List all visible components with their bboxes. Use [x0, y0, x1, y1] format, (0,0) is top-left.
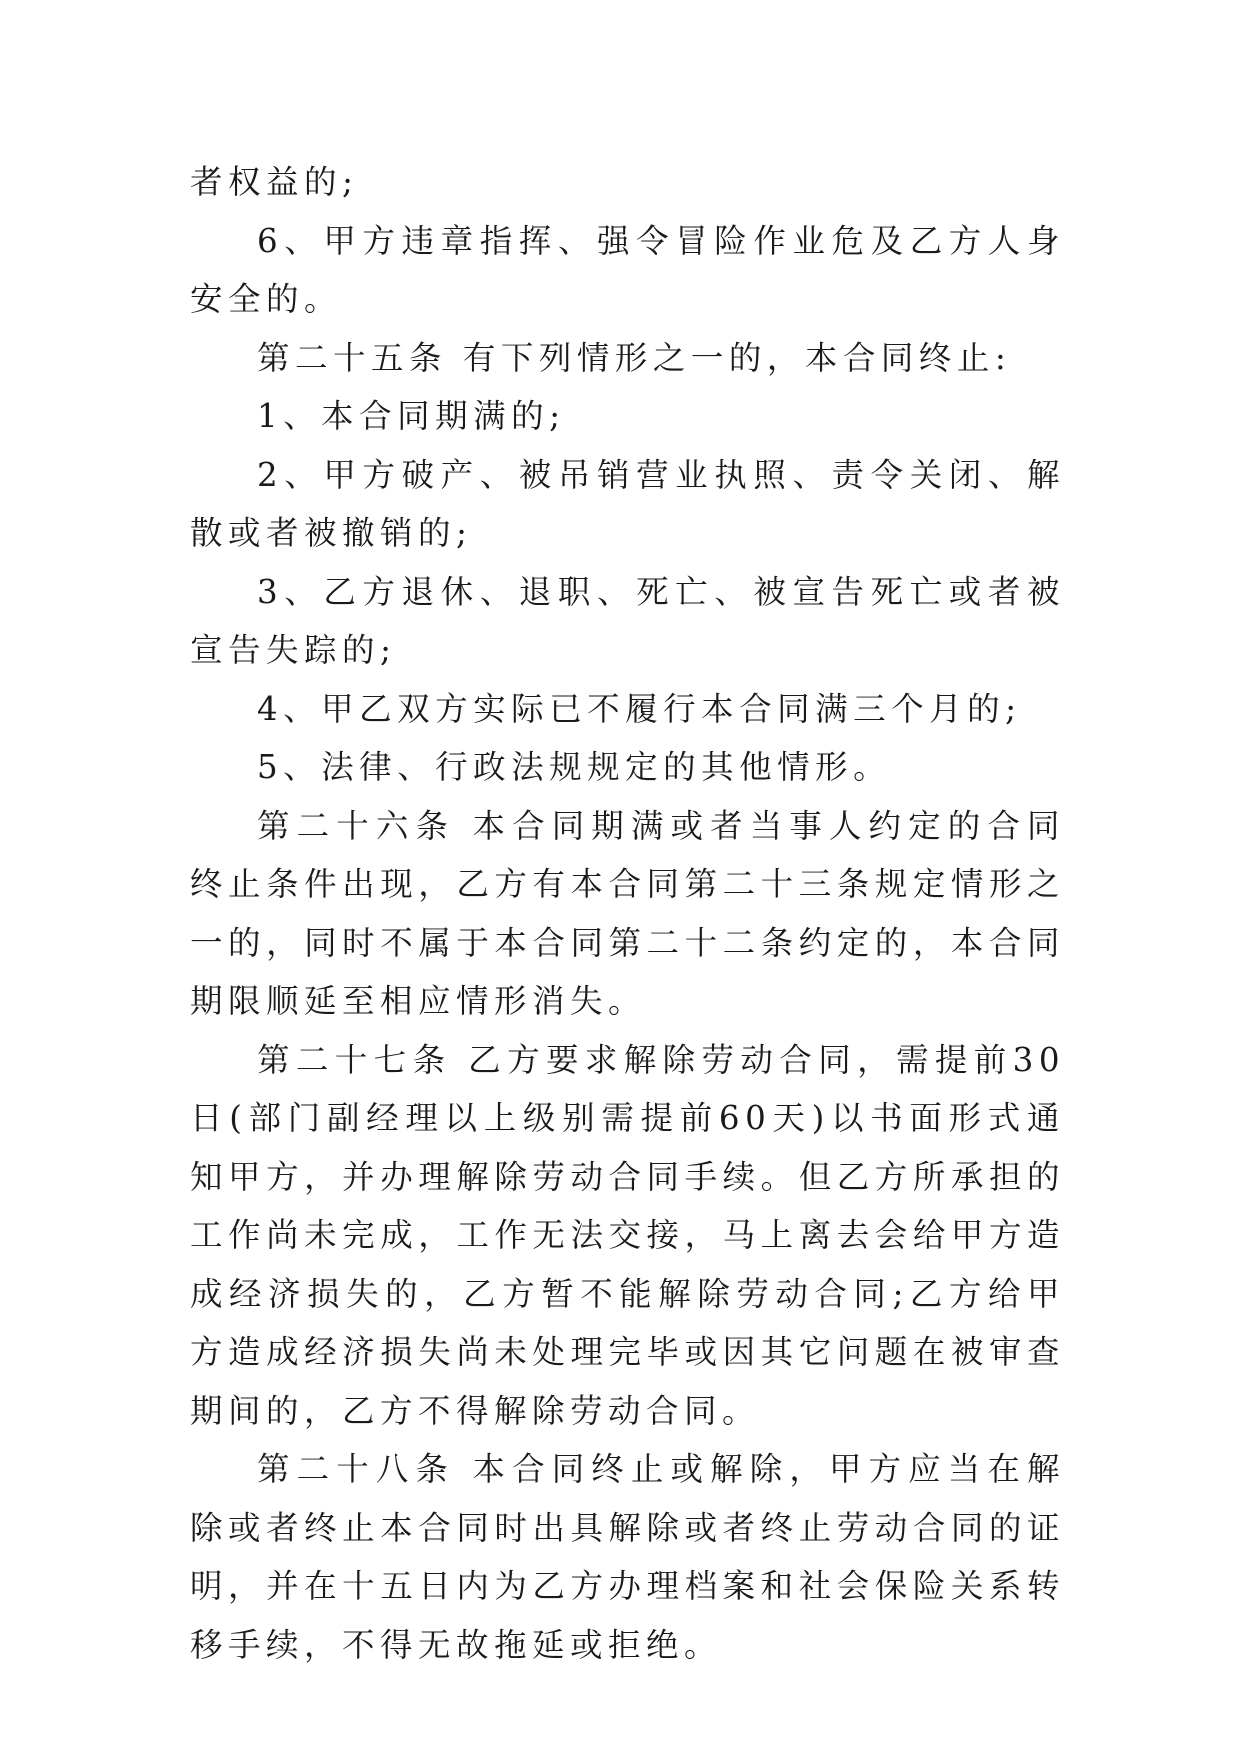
- paragraph-item-5: 5、法律、行政法规规定的其他情形。: [257, 748, 892, 786]
- paragraph-item-6: 6、甲方违章指挥、强令冒险作业危及乙方人身安全的。: [190, 221, 1065, 318]
- paragraph-item-4: 4、甲乙双方实际已不履行本合同满三个月的;: [257, 689, 1022, 728]
- paragraph-item-3: 3、乙方退休、退职、死亡、被宣告死亡或者被宣告失踪的;: [190, 572, 1065, 669]
- document-page: [190, 153, 1065, 1674]
- paragraph-item-1: 1、本合同期满的;: [257, 397, 566, 435]
- paragraph-item-2: 2、甲方破产、被吊销营业执照、责令关闭、解散或者被撤销的;: [190, 455, 1065, 552]
- paragraph-continuation: 者权益的;: [190, 163, 359, 201]
- paragraph-article-25: 第二十五条 有下列情形之一的，本合同终止:: [257, 338, 1012, 377]
- paragraph-article-28: 第二十八条 本合同终止或解除，甲方应当在解除或者终止本合同时出具解除或者终止劳动合同的证明，并在十五日内为乙方办理档案和社会保险关系转移手续，不得无故拖延或拒绝。: [190, 1450, 1065, 1664]
- paragraph-article-27: 第二十七条 乙方要求解除劳动合同，需提前30日(部门副经理以上级别需提前60天)以书面形式通知甲方，并办理解除劳动合同手续。但乙方所承担的工作尚未完成，工作无法交接，马上离去会给甲方造成经济损失的，乙方暂不能解除劳动合同;乙方给甲方造成经济损失尚未处理完毕或因其它问题在被审查期间的，乙方不得解除劳动合同。: [190, 1040, 1065, 1430]
- paragraph-article-26: 第二十六条 本合同期满或者当事人约定的合同终止条件出现，乙方有本合同第二十三条规定情形之一的，同时不属于本合同第二十二条约定的，本合同期限顺延至相应情形消失。: [190, 806, 1065, 1020]
